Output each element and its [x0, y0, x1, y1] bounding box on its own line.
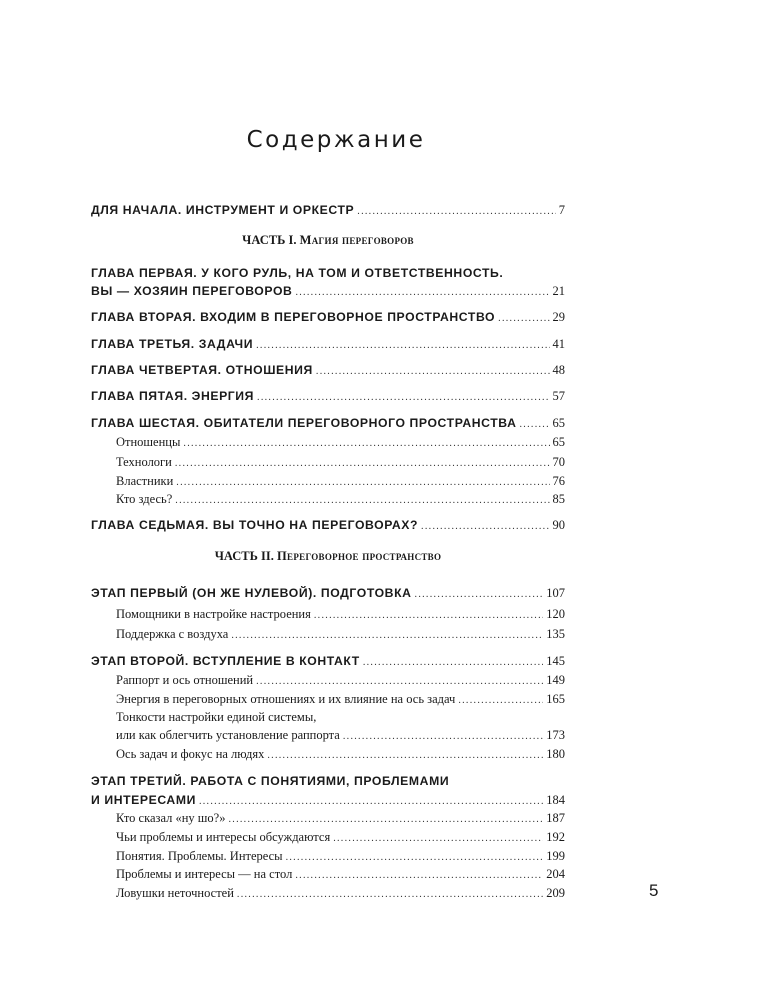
toc-entry-stage3[interactable] [91, 790, 565, 810]
toc-page-number: 57 [552, 389, 565, 403]
toc-subentry-title: Отношенцы [116, 435, 181, 449]
toc-subentry-title: Помощники в настройке настроения [116, 607, 311, 621]
toc-entry-ch5[interactable] [91, 386, 565, 406]
dot-leader [415, 585, 544, 605]
toc-page-number: 204 [546, 867, 565, 881]
toc-entry-ch1[interactable] [91, 281, 565, 301]
toc-page-number: 120 [546, 607, 565, 621]
toc-subentry-title: Кто сказал «ну шо?» [116, 811, 226, 825]
toc-subentry[interactable] [91, 808, 565, 828]
toc-page-number: 149 [546, 673, 565, 687]
part-label: ЧАСТЬ II. [214, 549, 274, 563]
toc-subentry[interactable] [91, 744, 565, 764]
toc-page-number: 184 [546, 793, 565, 807]
toc-page-number: 135 [546, 627, 565, 641]
toc-page-number: 65 [552, 435, 565, 449]
dot-leader [314, 606, 543, 626]
toc-subentry[interactable] [91, 883, 565, 903]
toc-page-number: 209 [546, 886, 565, 900]
toc-entry-title: ГЛАВА ПЯТАЯ. ЭНЕРГИЯ [91, 389, 255, 403]
toc-subentry-title: Ловушки неточностей [116, 886, 234, 900]
toc-entry-title: ГЛАВА ВТОРАЯ. ВХОДИМ В ПЕРЕГОВОРНОЕ ПРОСТРАНСТВО [91, 310, 496, 324]
dot-leader [458, 691, 543, 711]
toc-subentry[interactable] [91, 864, 565, 884]
toc-subentry-title: Проблемы и интересы — на стол [116, 867, 293, 881]
toc-entry-title: ЭТАП ПЕРВЫЙ (ОН ЖЕ НУЛЕВОЙ). ПОДГОТОВКА [91, 586, 412, 600]
toc-entry-title: ГЛАВА СЕДЬМАЯ. ВЫ ТОЧНО НА ПЕРЕГОВОРАХ? [91, 518, 419, 532]
part-heading-1 [91, 230, 565, 250]
toc-entry-stage1[interactable] [91, 583, 565, 603]
toc-subentry-title: Ось задач и фокус на людях [116, 747, 265, 761]
dot-leader [183, 434, 549, 454]
toc-subentry-title: Технологи [116, 455, 172, 469]
toc-entry-title: ГЛАВА ЧЕТВЕРТАЯ. ОТНОШЕНИЯ [91, 363, 313, 377]
toc-entry-ch7[interactable] [91, 515, 565, 535]
part-label: ЧАСТЬ I. [242, 233, 297, 247]
toc-subentry[interactable] [91, 471, 565, 491]
toc-subentry-line1[interactable]: Тонкости настройки единой системы, [116, 710, 317, 724]
toc-subentry-title: Энергия в переговорных отношениях и их влияние на ось задач [116, 692, 456, 706]
toc-entry-ch1-line1[interactable]: ГЛАВА ПЕРВАЯ. У КОГО РУЛЬ, НА ТОМ И ОТВЕТСТВЕННОСТЬ. [91, 266, 504, 280]
toc-page-number: 187 [546, 811, 565, 825]
toc-entry-title: ЭТАП ВТОРОЙ. ВСТУПЛЕНИЕ В КОНТАКТ [91, 654, 360, 668]
toc-page-number: 165 [546, 692, 565, 706]
toc-subentry[interactable] [91, 827, 565, 847]
toc-entry-title: ДЛЯ НАЧАЛА. ИНСТРУМЕНТ И ОРКЕСТР [91, 203, 355, 217]
toc-page-number: 173 [546, 728, 565, 742]
toc-page-number: 199 [546, 849, 565, 863]
toc-entry-title: ГЛАВА ТРЕТЬЯ. ЗАДАЧИ [91, 337, 254, 351]
toc-subentry[interactable] [91, 489, 565, 509]
part-name: Переговорное пространство [277, 549, 442, 563]
toc-subentry[interactable] [91, 846, 565, 866]
part-name: Магия переговоров [299, 233, 414, 247]
dot-leader [357, 202, 555, 222]
page-number: 5 [649, 881, 659, 900]
toc-subentry-title: Понятия. Проблемы. Интересы [116, 849, 283, 863]
dot-leader [421, 517, 549, 537]
toc-page-number: 192 [546, 830, 565, 844]
toc-entry-ch6[interactable] [91, 413, 565, 433]
toc-page-number: 21 [552, 284, 565, 298]
toc-page-number: 90 [552, 518, 565, 532]
toc-page-number: 70 [552, 455, 565, 469]
dot-leader [295, 283, 549, 303]
toc-subentry[interactable] [91, 670, 565, 690]
toc-page-number: 48 [552, 363, 565, 377]
page-title: Содержание [246, 127, 426, 153]
toc-page-number: 180 [546, 747, 565, 761]
dot-leader [237, 885, 543, 905]
toc-page-number: 29 [552, 310, 565, 324]
toc-subentry[interactable] [91, 689, 565, 709]
toc-subentry[interactable] [91, 624, 565, 644]
toc-subentry[interactable] [91, 725, 565, 745]
toc-subentry-title: Чьи проблемы и интересы обсуждаются [116, 830, 331, 844]
toc-page-number: 145 [546, 654, 565, 668]
toc-entry-intro[interactable] [91, 200, 565, 220]
dot-leader [498, 309, 549, 329]
toc-entry-stage3-line1[interactable]: ЭТАП ТРЕТИЙ. РАБОТА С ПОНЯТИЯМИ, ПРОБЛЕМАМИ [91, 774, 450, 788]
toc-page-number: 107 [546, 586, 565, 600]
toc-page-number: 7 [558, 203, 565, 217]
toc-entry-stage2[interactable] [91, 651, 565, 671]
toc-entry-title: ВЫ — ХОЗЯИН ПЕРЕГОВОРОВ [91, 284, 293, 298]
part-heading-2 [91, 546, 565, 566]
dot-leader [175, 491, 549, 511]
dot-leader [267, 746, 543, 766]
dot-leader [257, 388, 549, 408]
toc-subentry-title: Властники [116, 474, 174, 488]
toc-entry-ch3[interactable] [91, 334, 565, 354]
toc-entry-ch4[interactable] [91, 360, 565, 380]
toc-page-number: 65 [552, 416, 565, 430]
toc-subentry[interactable] [91, 452, 565, 472]
toc-entry-title: ГЛАВА ШЕСТАЯ. ОБИТАТЕЛИ ПЕРЕГОВОРНОГО ПРОСТРАНСТВА [91, 416, 517, 430]
toc-page-number: 85 [552, 492, 565, 506]
toc-subentry-title: Раппорт и ось отношений [116, 673, 254, 687]
toc-subentry-title: или как облегчить установление раппорта [116, 728, 340, 742]
toc-entry-ch2[interactable] [91, 307, 565, 327]
toc-subentry[interactable] [91, 432, 565, 452]
toc-page-number: 76 [552, 474, 565, 488]
dot-leader [231, 626, 543, 646]
toc-entry-title: И ИНТЕРЕСАМИ [91, 793, 196, 807]
toc-subentry-title: Кто здесь? [116, 492, 173, 506]
toc-subentry[interactable] [91, 604, 565, 624]
toc-subentry-title: Поддержка с воздуха [116, 627, 229, 641]
dot-leader [316, 362, 550, 382]
dot-leader [256, 336, 549, 356]
toc-page-number: 41 [552, 337, 565, 351]
